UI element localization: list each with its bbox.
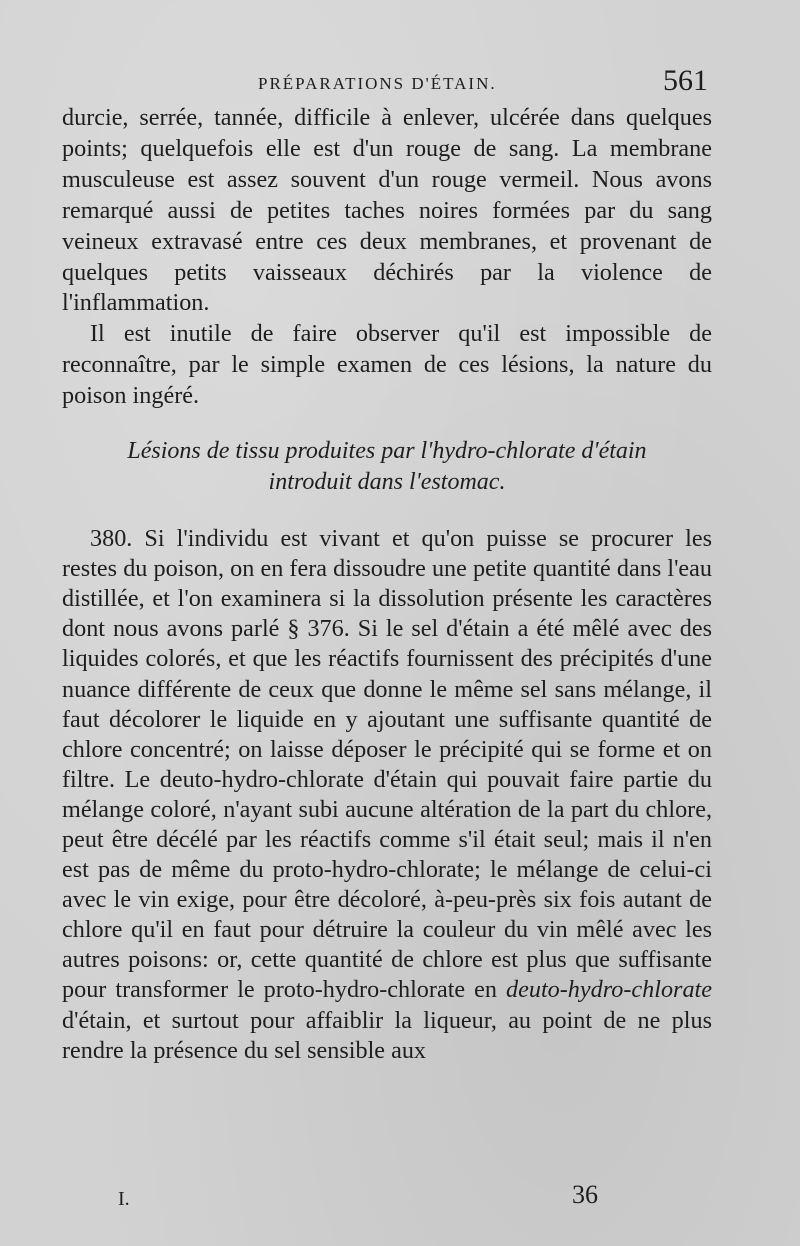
paragraph-number: 380. [90,525,133,553]
section-heading-line2: introduit dans l'estomac. [268,469,506,496]
section-heading-line1: Lésions de tissu produites par l'hydro-chlorate d'étain [127,438,647,465]
section-heading [62,436,712,498]
paragraph-continuation: durcie, serrée, tannée, difficile à enlever, ulcérée dans quelques points; quelquefois elle est d'un rouge de sang. La membrane musculeuse est assez souvent d'un rouge vermeil. Nous avons remarqué aussi de petites taches noires formées par du sang veineux extravasé entre ces deux membranes, et provenant de quelques petits vaisseaux déchirés par la violence de l'inflammation. [62,104,712,317]
sheet-number: 36 [572,1180,598,1209]
paragraph-380-italic: deuto-hydro-chlorate [506,976,712,1004]
paragraph-380 [62,524,712,1066]
running-title: PRÉPARATIONS D'ÉTAIN. [258,74,497,93]
body-text [62,103,712,1066]
page-number: 561 [663,64,708,97]
page-footer [62,1180,712,1220]
page-header [62,64,712,104]
signature-mark: I. [118,1188,130,1210]
paragraph-380-text: Si l'individu est vivant et qu'on puisse se procurer les restes du poison, on en fera dissoudre une petite quantité dans l'eau distillée, et l'on examinera si la dissolution présente les caractères dont nous avons parlé § 376. Si le sel d'étain a été mêlé avec des liquides colorés, et que les réactifs fournissent des précipités d'une nuance différente de ceux que donne le même sel sans mélange, il faut décolorer le liquide en y ajoutant une suffisante quantité de chlore concentré; on laisse déposer le précipité qui se forme et on filtre. Le deuto-hydro-chlorate d'étain qui pouvait faire partie du mélange coloré, n'ayant subi aucune altération de la part du chlore, peut être décélé par les réactifs comme s'il était seul; mais il n'en est pas de même du proto-hydro-chlorate; le mélange de celui-ci avec le vin exige, pour être décoloré, à-peu-près six fois autant de chlore qu'il en faut pour détruire la couleur du vin mêlé avec les autres poisons: or, cette quantité de chlore est plus que suffisante pour transformer le proto-hydro-chlorate en [62,525,713,1004]
paragraph-380-text-end: d'étain, et surtout pour affaiblir la liqueur, au point de ne plus rendre la présence du sel sensible aux [62,1006,712,1064]
paragraph-impossible: Il est inutile de faire observer qu'il est impossible de reconnaître, par le simple examen de ces lésions, la nature du poison ingéré. [62,320,712,410]
